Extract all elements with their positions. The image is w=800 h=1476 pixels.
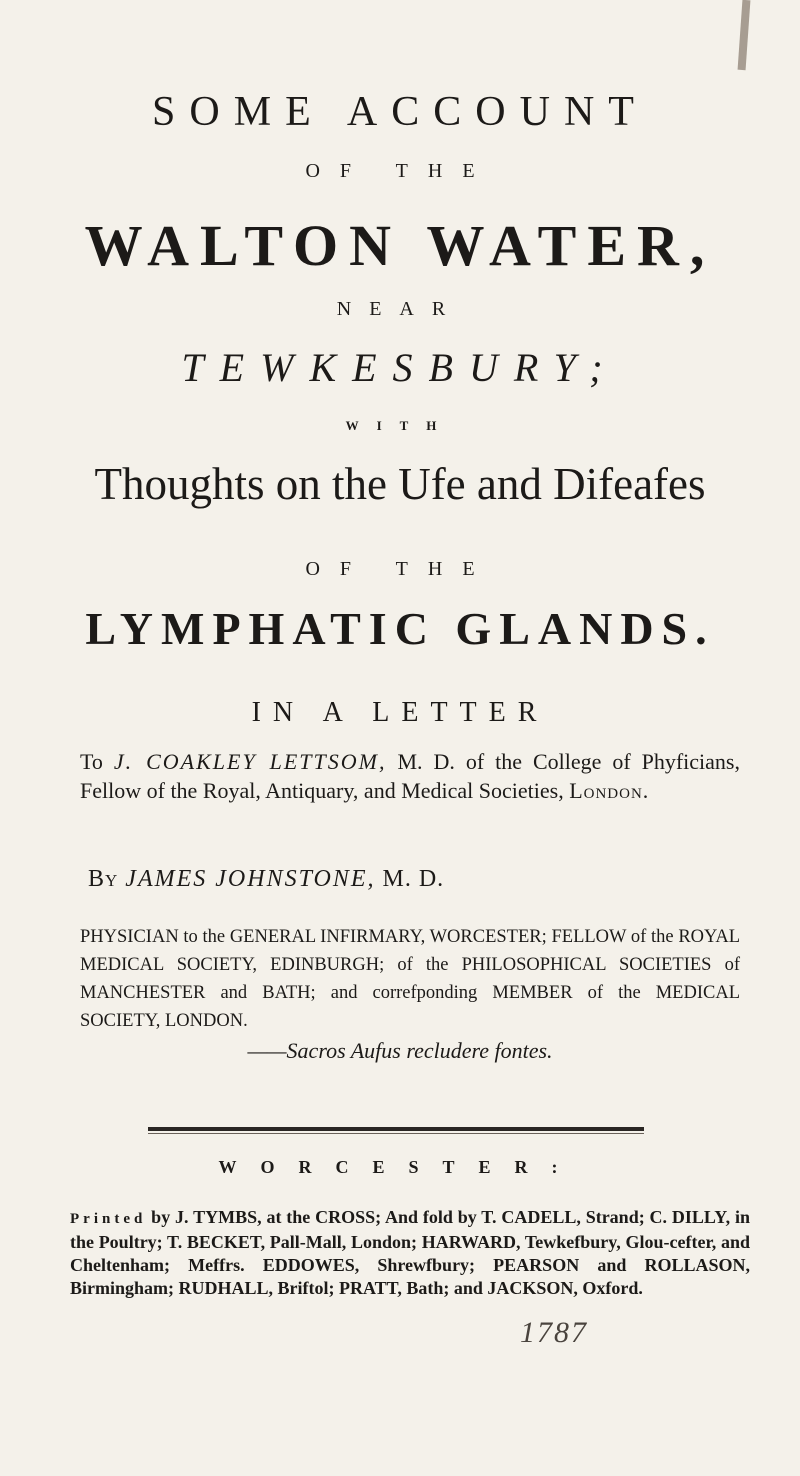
handwritten-year: 1787 [520, 1316, 588, 1349]
author-line [88, 865, 738, 894]
imprint-paragraph [70, 1206, 750, 1300]
page-edge-mark [738, 0, 751, 70]
motto [0, 1036, 800, 1065]
title-line-thoughts: Thoughts on the Ufe and Difeafes [94, 459, 706, 509]
author-by: By [88, 866, 126, 892]
title-line-near: NEAR [336, 298, 464, 320]
dedication-addressee: J. COAKLEY LETTSOM, [113, 749, 387, 774]
title-line-walton-water: WALTON WATER, [84, 213, 716, 278]
title-line-some-account: SOME ACCOUNT [152, 89, 648, 135]
title-line-tewkesbury: TEWKESBURY; [181, 345, 619, 390]
dedication-city: London. [569, 778, 650, 803]
imprint-printed-label: Printed [70, 1211, 147, 1227]
dedication-to: To [80, 749, 114, 774]
imprint-printer-text: by J. TYMBS, at the CROSS; And fold by T. CADELL, Strand; C. DILLY, in the Poultry; T. BECKET, Pall-Mall, London; HARWARD, Tewkefbury, Glou-cefter, and Cheltenham; Meffrs. EDDOWES, Shrewfbury; PEARSON and ROLLASON, Birmingham; RUDHALL, Briftol; PRATT, Bath; and JACKSON, Oxford. [70, 1207, 750, 1298]
dedication-paragraph [80, 747, 740, 805]
title-line-lymphatic-glands: LYMPHATIC GLANDS. [85, 603, 715, 654]
thick-rule [148, 1127, 644, 1131]
author-name: JAMES JOHNSTONE, [125, 866, 376, 892]
imprint-place: WORCESTER: [218, 1157, 582, 1177]
title-line-of-the: OF THE [305, 160, 495, 182]
title-line-with: WITH [345, 418, 455, 433]
thin-rule [148, 1133, 644, 1134]
dedication-description: M. D. of the College of Phyficians, Fellow of the Royal, Antiquary, and Medical Societies, [80, 749, 740, 803]
title-line-in-a-letter: IN A LETTER [251, 697, 549, 728]
motto-text: ——Sacros Aufus recludere fontes. [247, 1038, 553, 1063]
author-degree: M. D. [375, 866, 445, 892]
title-line-of-the-2: OF THE [305, 558, 495, 580]
author-credentials: PHYSICIAN to the GENERAL INFIRMARY, WORCESTER; FELLOW of the ROYAL MEDICAL SOCIETY, EDINBURGH; of the PHILOSOPHICAL SOCIETIES of MANCHESTER and BATH; and correfponding MEMBER of the MEDICAL SOCIETY, LONDON. [80, 927, 740, 1031]
